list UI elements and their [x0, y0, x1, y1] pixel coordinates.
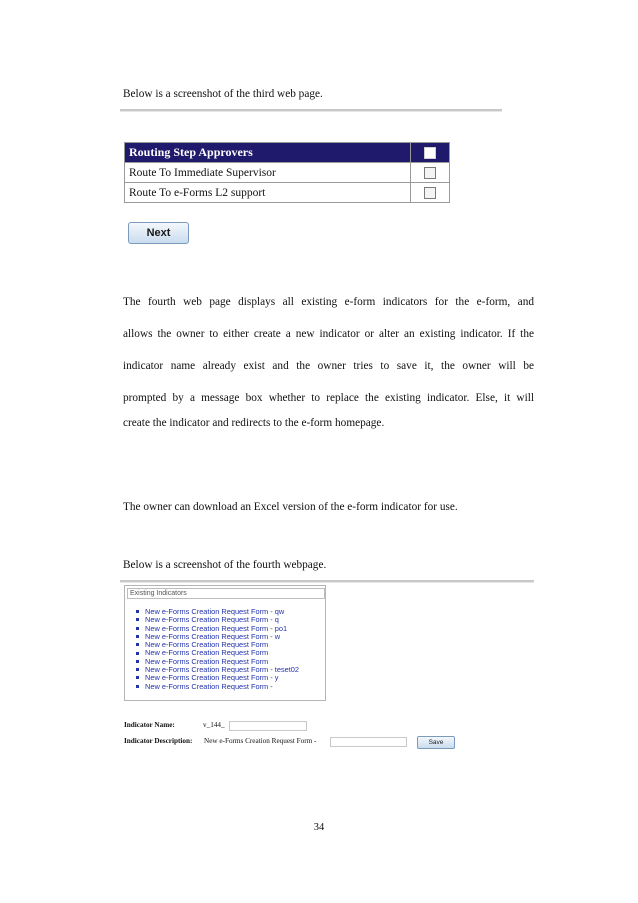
indicator-name-input[interactable]: [229, 721, 307, 731]
bullet-icon: [136, 627, 139, 630]
save-button[interactable]: Save: [417, 736, 455, 749]
bullet-icon: [136, 652, 139, 655]
paragraph-line: The fourth web page displays all existing e-form indicators for the e-form, and: [123, 296, 534, 308]
table-header-label: Routing Step Approvers: [125, 143, 411, 163]
indicator-list-item[interactable]: [129, 683, 299, 691]
route-supervisor-label: Route To Immediate Supervisor: [125, 163, 411, 183]
indicator-link[interactable]: New e-Forms Creation Request Form: [145, 648, 269, 658]
select-all-checkbox[interactable]: [424, 147, 436, 159]
indicator-link[interactable]: New e-Forms Creation Request Form - teset02: [145, 665, 300, 675]
existing-indicators-panel: [124, 585, 326, 701]
routing-step-approvers-table: [124, 142, 450, 203]
indicator-link[interactable]: New e-Forms Creation Request Form - po1: [145, 623, 288, 633]
bullet-icon: [136, 635, 139, 638]
paragraph-line: indicator name already exist and the owner tries to save it, the owner will be: [123, 360, 534, 372]
indicator-description-input[interactable]: [330, 737, 407, 747]
indicator-name-label: Indicator Name:: [124, 721, 175, 729]
indicator-list: [129, 608, 299, 691]
indicator-description-label: Indicator Description:: [124, 737, 193, 745]
divider-line: [120, 580, 534, 583]
paragraph-line: allows the owner to either create a new indicator or alter an existing indicator. If the: [123, 328, 534, 340]
route-supervisor-checkbox[interactable]: [424, 167, 436, 179]
indicator-link[interactable]: New e-Forms Creation Request Form - qw: [145, 607, 285, 616]
bullet-icon: [136, 660, 139, 663]
indicator-link[interactable]: New e-Forms Creation Request Form - q: [145, 615, 279, 625]
bullet-icon: [136, 618, 139, 621]
paragraph-line: create the indicator and redirects to the e-form homepage.: [123, 417, 385, 429]
table-row: [125, 163, 450, 183]
indicator-link[interactable]: New e-Forms Creation Request Form: [145, 656, 269, 666]
table-row: [125, 183, 450, 203]
bullet-icon: [136, 676, 139, 679]
existing-indicators-title: Existing Indicators: [127, 588, 325, 599]
indicator-link[interactable]: New e-Forms Creation Request Form: [145, 640, 269, 650]
bullet-icon: [136, 668, 139, 671]
intro-fourth-page: Below is a screenshot of the fourth webpage.: [123, 559, 327, 571]
intro-third-page: Below is a screenshot of the third web page.: [123, 88, 323, 100]
indicator-name-prefix: v_144_: [203, 721, 225, 729]
table-header-row: [125, 143, 450, 163]
route-l2-support-checkbox[interactable]: [424, 187, 436, 199]
bullet-icon: [136, 610, 139, 613]
indicator-link[interactable]: New e-Forms Creation Request Form - y: [145, 673, 279, 683]
select-all-cell: [411, 143, 450, 163]
route-l2-support-label: Route To e-Forms L2 support: [125, 183, 411, 203]
bullet-icon: [136, 643, 139, 646]
bullet-icon: [136, 685, 139, 688]
indicator-link[interactable]: New e-Forms Creation Request Form -: [145, 681, 273, 691]
indicator-link[interactable]: New e-Forms Creation Request Form - w: [145, 631, 281, 641]
divider-line: [120, 109, 502, 112]
next-button[interactable]: Next: [128, 222, 189, 244]
page-number: 34: [313, 822, 325, 833]
indicator-description-prefix: New e-Forms Creation Request Form -: [204, 737, 317, 745]
paragraph-line: prompted by a message box whether to replace the existing indicator. Else, it will: [123, 392, 534, 404]
paragraph-excel-download: The owner can download an Excel version of the e-form indicator for use.: [123, 501, 458, 513]
